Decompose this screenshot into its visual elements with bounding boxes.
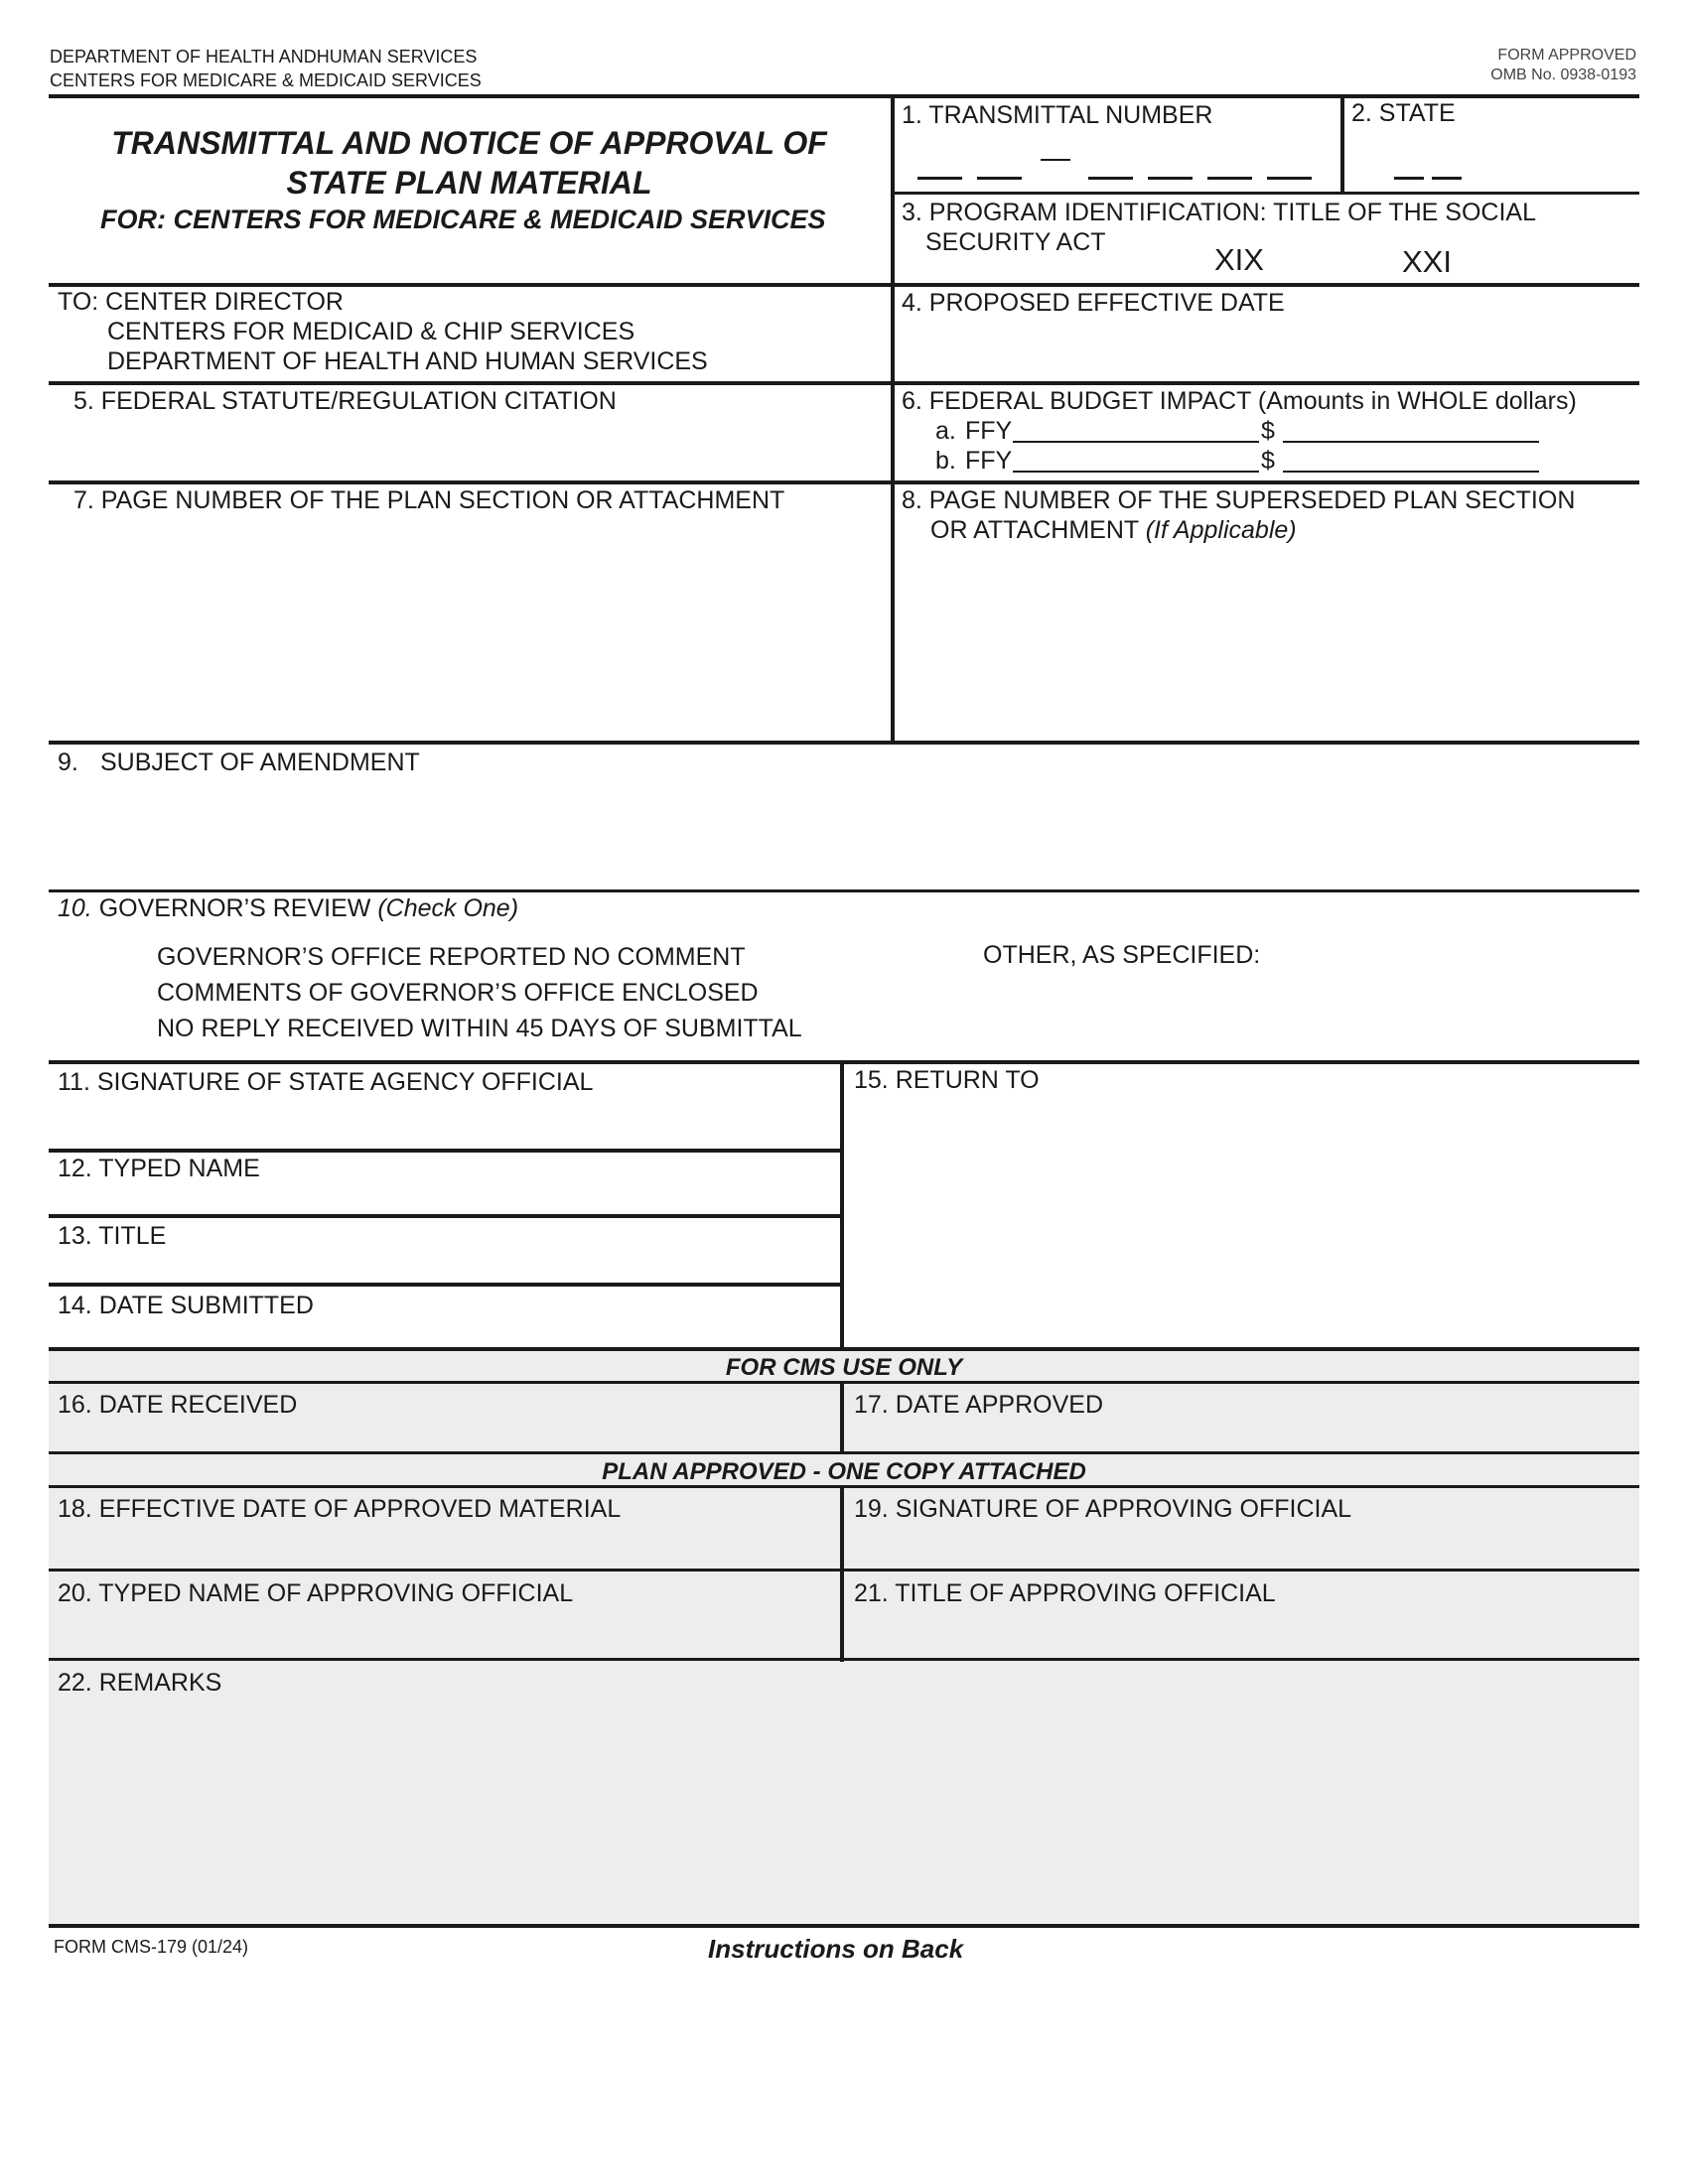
vrule-1-2 <box>1340 94 1344 194</box>
field-6-label: 6. FEDERAL BUDGET IMPACT (Amounts in WHOLE dollars) <box>902 387 1577 415</box>
field-9-number: 9. <box>58 749 78 776</box>
vrule-11-15 <box>840 1060 844 1350</box>
form-approved: FORM APPROVED <box>1497 47 1636 64</box>
field-7-label: 7. PAGE NUMBER OF THE PLAN SECTION OR ATTACHMENT <box>73 486 785 514</box>
field-9-label: SUBJECT OF AMENDMENT <box>100 749 420 776</box>
rule-under-title <box>49 283 1639 287</box>
field-10-number: 10. <box>58 894 92 922</box>
state-blanks[interactable] <box>1390 149 1479 185</box>
field-10-note: (Check One) <box>377 894 519 922</box>
rule-under-20-21 <box>49 1658 1639 1661</box>
vrule-16-17 <box>840 1381 844 1453</box>
agency-line-2: CENTERS FOR MEDICARE & MEDICAID SERVICES <box>50 70 482 90</box>
rule-under-10 <box>49 1060 1639 1064</box>
field-8-note: (If Applicable) <box>1145 516 1297 544</box>
field-8-label-line-1: 8. PAGE NUMBER OF THE SUPERSEDED PLAN SECTION <box>902 486 1576 514</box>
field-22-label: 22. REMARKS <box>58 1669 222 1697</box>
field-6b-amount-line[interactable] <box>1283 471 1539 473</box>
field-6a-dollar: $ <box>1261 417 1275 445</box>
field-8-label-line-2 <box>930 518 1297 543</box>
transmittal-number-blanks[interactable] <box>914 149 1331 185</box>
field-6a-ffy-line[interactable] <box>1013 441 1259 443</box>
rule-under-18-19 <box>49 1569 1639 1571</box>
field-8-attachment: OR ATTACHMENT <box>930 516 1139 544</box>
title-xxi-option[interactable]: XXI <box>1402 244 1452 279</box>
field-6b-letter: b. <box>935 447 956 475</box>
field-6a-amount-line[interactable] <box>1283 441 1539 443</box>
governor-option-comments-enclosed[interactable]: COMMENTS OF GOVERNOR’S OFFICE ENCLOSED <box>157 979 759 1007</box>
form-title-line-2: STATE PLAN MATERIAL <box>286 165 652 201</box>
field-6b-ffy-line[interactable] <box>1013 471 1259 473</box>
cms-use-only-banner: FOR CMS USE ONLY <box>725 1354 963 1381</box>
field-20-label: 20. TYPED NAME OF APPROVING OFFICIAL <box>58 1579 574 1607</box>
field-15-label: 15. RETURN TO <box>854 1066 1040 1094</box>
field-11-label: 11. SIGNATURE OF STATE AGENCY OFFICIAL <box>58 1068 594 1096</box>
field-21-label: 21. TITLE OF APPROVING OFFICIAL <box>854 1579 1276 1607</box>
title-xix-option[interactable]: XIX <box>1214 242 1264 277</box>
rule-under-1-2 <box>893 192 1639 195</box>
rule-under-7-8 <box>49 741 1639 745</box>
vrule-main-top <box>891 94 895 744</box>
field-1-label: 1. TRANSMITTAL NUMBER <box>902 101 1213 129</box>
rule-bottom <box>49 1924 1639 1928</box>
form-title-line-3: FOR: CENTERS FOR MEDICARE & MEDICAID SERVICES <box>100 205 826 234</box>
to-line-1: TO: CENTER DIRECTOR <box>58 288 344 316</box>
field-2-label: 2. STATE <box>1351 99 1456 127</box>
rule-under-5-6 <box>49 480 1639 484</box>
field-6b-dollar: $ <box>1261 447 1275 475</box>
field-6b-ffy: FFY <box>965 447 1013 475</box>
field-18-label: 18. EFFECTIVE DATE OF APPROVED MATERIAL <box>58 1495 622 1523</box>
cms-use-shading-bottom <box>49 1455 1639 1926</box>
field-12-label: 12. TYPED NAME <box>58 1155 260 1182</box>
field-13-label: 13. TITLE <box>58 1222 167 1250</box>
agency-line-1: DEPARTMENT OF HEALTH ANDHUMAN SERVICES <box>50 47 478 67</box>
vrule-18-21 <box>840 1485 844 1662</box>
rule-under-13 <box>49 1283 843 1287</box>
plan-approved-banner: PLAN APPROVED - ONE COPY ATTACHED <box>602 1458 1086 1485</box>
field-5-label: 5. FEDERAL STATUTE/REGULATION CITATION <box>73 387 617 415</box>
rule-under-cms <box>49 1381 1639 1384</box>
rule-under-11 <box>49 1149 843 1153</box>
field-6a-letter: a. <box>935 417 956 445</box>
rule-under-9 <box>49 889 1639 892</box>
field-3-label-line-1: 3. PROGRAM IDENTIFICATION: TITLE OF THE SOCIAL <box>902 199 1536 226</box>
field-10-label <box>58 896 518 921</box>
governor-option-other[interactable]: OTHER, AS SPECIFIED: <box>983 941 1261 969</box>
form-title-line-1: TRANSMITTAL AND NOTICE OF APPROVAL OF <box>111 125 827 161</box>
rule-under-12 <box>49 1214 843 1218</box>
form-id: FORM CMS-179 (01/24) <box>54 1937 249 1957</box>
to-line-2: CENTERS FOR MEDICAID & CHIP SERVICES <box>107 318 635 345</box>
rule-under-to <box>49 381 1639 385</box>
rule-under-16-17 <box>49 1451 1639 1454</box>
field-16-label: 16. DATE RECEIVED <box>58 1391 298 1419</box>
rule-above-cms <box>49 1347 1639 1351</box>
field-17-label: 17. DATE APPROVED <box>854 1391 1104 1419</box>
omb-number: OMB No. 0938-0193 <box>1490 67 1636 83</box>
to-line-3: DEPARTMENT OF HEALTH AND HUMAN SERVICES <box>107 347 708 375</box>
field-10-text: GOVERNOR’S REVIEW <box>98 894 371 922</box>
rule-under-plan <box>49 1485 1639 1488</box>
governor-option-no-comment[interactable]: GOVERNOR’S OFFICE REPORTED NO COMMENT <box>157 943 746 971</box>
field-3-label-line-2: SECURITY ACT <box>925 228 1106 256</box>
field-14-label: 14. DATE SUBMITTED <box>58 1292 314 1319</box>
instructions-on-back: Instructions on Back <box>708 1934 964 1964</box>
governor-option-no-reply[interactable]: NO REPLY RECEIVED WITHIN 45 DAYS OF SUBMITTAL <box>157 1015 802 1042</box>
field-19-label: 19. SIGNATURE OF APPROVING OFFICIAL <box>854 1495 1352 1523</box>
field-6a-ffy: FFY <box>965 417 1013 445</box>
rule-top <box>49 94 1639 98</box>
field-4-label: 4. PROPOSED EFFECTIVE DATE <box>902 289 1285 317</box>
